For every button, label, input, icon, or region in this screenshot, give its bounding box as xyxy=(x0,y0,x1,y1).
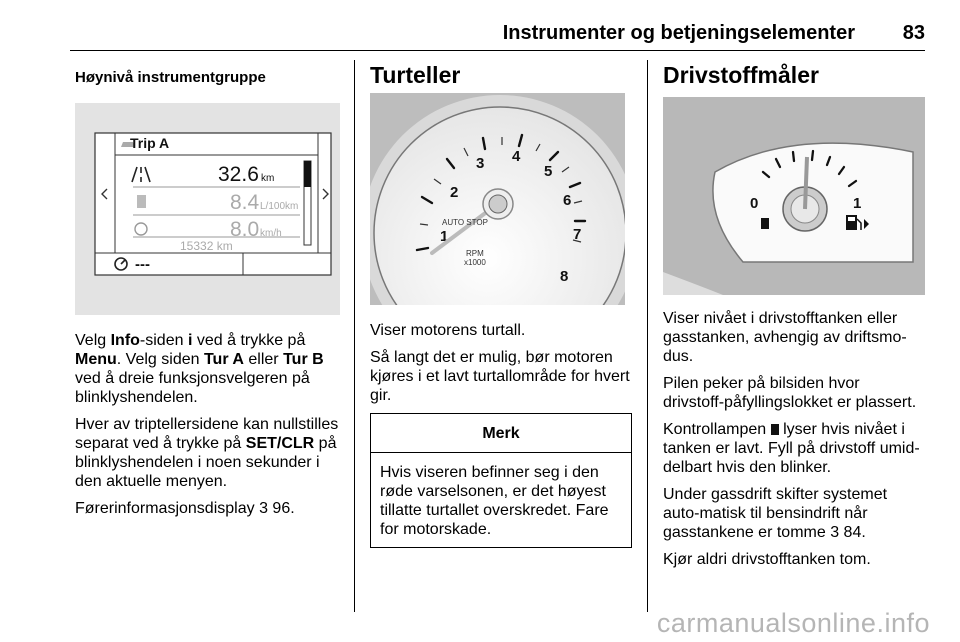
svg-text:km/h: km/h xyxy=(260,228,282,239)
section-heading: Drivstoffmåler xyxy=(663,62,819,88)
section-heading: Høynivå instrumentgruppe xyxy=(75,69,266,86)
tachometer-numeral: 1 xyxy=(440,228,449,245)
column-divider-2 xyxy=(647,60,648,612)
tachometer-numeral: 8 xyxy=(560,268,569,285)
paragraph-select-info: Velg Info-siden i ved å trykke på Menu. Velg siden Tur A eller Tur B ved å dreie funksjonsvelgeren på blinklyshendelen. xyxy=(75,332,324,406)
svg-text:Trip A: Trip A xyxy=(130,135,170,151)
tachometer-numeral: 3 xyxy=(476,155,485,172)
trip-display-figure xyxy=(75,103,340,315)
fuel-gauge-figure xyxy=(663,97,925,295)
column-instrument-cluster xyxy=(75,58,340,526)
reference-arrow-icon: 3 xyxy=(830,524,840,541)
paragraph-low-rpm: Så langt det er mulig, bør motoren kjøres i et lavt turtallområde for hvert gir. xyxy=(370,349,630,404)
note-box xyxy=(370,413,632,548)
paragraph-filler-side: Pilen peker på bilsiden hvor drivstoff-påfyllingslokket er plassert. xyxy=(663,375,917,411)
note-body: Hvis viseren befinner seg i den røde varselsonen, er det høyest tillatte turtallet overskredet. Fare for motorskade. xyxy=(380,464,609,538)
section-heading: Turteller xyxy=(370,62,461,88)
paragraph-warning-lamp: Kontrollampen lyser hvis nivået i tanken er lavt. Fyll på drivstoff umid-delbart hvis den blinker. xyxy=(663,421,920,476)
svg-text:RPM: RPM xyxy=(466,249,484,258)
tachometer-numeral: 6 xyxy=(563,192,572,209)
svg-text:km: km xyxy=(261,173,275,184)
tachometer-numeral: 5 xyxy=(544,163,553,180)
info-icon: i xyxy=(187,332,193,349)
svg-text:1: 1 xyxy=(853,195,862,212)
fuel-pump-icon xyxy=(771,424,779,435)
paragraph-rpm: Viser motorens turtall. xyxy=(370,322,526,339)
svg-text:L/100km: L/100km xyxy=(260,201,299,212)
column-divider-1 xyxy=(354,60,355,612)
svg-text:15332 km: 15332 km xyxy=(180,239,233,253)
column-tachometer xyxy=(370,58,632,548)
paragraph-fuel-level: Viser nivået i drivstofftanken eller gasstanken, avhengig av driftsmo-dus. xyxy=(663,310,907,365)
svg-text:32.6: 32.6 xyxy=(218,163,259,186)
column-fuel-gauge xyxy=(663,58,925,577)
svg-text:8.4: 8.4 xyxy=(230,191,260,214)
svg-text:8.0: 8.0 xyxy=(230,218,260,241)
tachometer-numeral: 4 xyxy=(512,148,521,165)
svg-text:0: 0 xyxy=(750,195,759,212)
svg-text:AUTO STOP: AUTO STOP xyxy=(442,218,488,227)
note-title: Merk xyxy=(371,414,631,453)
svg-text:x1000: x1000 xyxy=(464,258,486,267)
reference-arrow-icon: 3 xyxy=(259,500,268,517)
paragraph-never-empty: Kjør aldri drivstofftanken tom. xyxy=(663,551,871,568)
paragraph-gas-operation: Under gassdrift skifter systemet auto-matisk til bensindrift når gasstankene er tomme 3 84. xyxy=(663,486,888,541)
tachometer-numeral: 7 xyxy=(573,226,582,243)
tachometer-numeral: 2 xyxy=(450,184,459,201)
watermark: carmanualsonline.info xyxy=(656,608,930,638)
page-title: Instrumenter og betjeningselementer xyxy=(502,22,855,44)
paragraph-reset-trip: Hver av triptellersidene kan nullstilles separat ved å trykke på SET/CLR på blinklyshendelen i noen sekunder i den aktuelle menyen. xyxy=(75,416,339,490)
page-header xyxy=(70,0,925,51)
tachometer-figure xyxy=(370,93,625,305)
page-number: 83 xyxy=(902,22,925,44)
paragraph-reference: Førerinformasjonsdisplay 3 96. xyxy=(75,500,295,517)
svg-text:---: --- xyxy=(135,256,150,273)
